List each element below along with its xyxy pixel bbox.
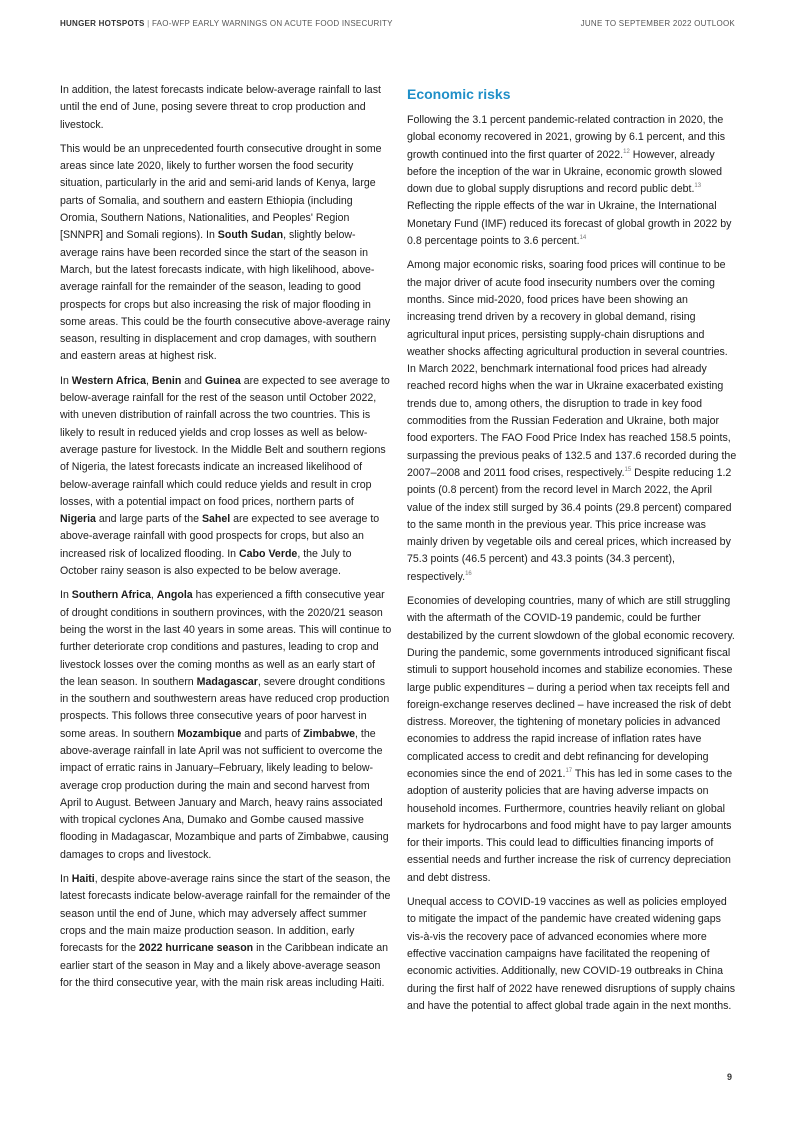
region-sahel: Sahel <box>201 513 231 526</box>
footnote-ref: 15 <box>624 466 632 473</box>
country-south-sudan: South Sudan <box>217 229 284 242</box>
country-guinea: Guinea <box>204 374 241 387</box>
footnote-ref: 14 <box>579 235 587 242</box>
header-left <box>60 19 393 28</box>
country-angola: Angola <box>156 589 193 602</box>
paragraph-food-prices: Among major economic risks, soaring food prices will continue to be the major driver of acute food insecurity numbers over the coming months. Since mid-2020, food prices have been showing an increasing trend driven by a recovery in global demand, rising agricultural input prices, persisting supply-chain disruptions and weather shocks affecting agricultural production in several countries. In March 2022, benchmark international food prices had already reached record highs when the war in Ukraine exacerbated existing trends due to, among others, the disruption to trade in key food commodities from the Russian Federation and Ukraine, both major food exporters. The FAO Food Price Index has reached 158.5 points, surpassing the previous peaks of 132.5 and 137.6 recorded during the 2007–2008 and 2011 food crises, respectively.$^{15}$ Despite reducing 1.2 points (0.8 percent) from the record level in March 2022, the April value of the index still surged by 36.4 points (29.8 percent) compared to the same month in the previous year. This price increase was mainly driven by vegetable oils and cereal prices, which increased by 75.3 points (46.5 percent) and 43.3 points (34.3 percent), respectively.$^{16}$ <box>407 259 737 583</box>
footnote-ref: 12 <box>623 148 630 155</box>
running-header <box>60 19 735 28</box>
outlook-period: JUNE TO SEPTEMBER 2022 OUTLOOK <box>580 19 735 28</box>
left-column <box>60 82 392 999</box>
paragraph-southern-africa: In Southern Africa, Angola has experienced a fifth consecutive year of drought conditions in southern provinces, with the 2020/21 season being the worst in the last 40 years in some areas. This will continue to further deteriorate crop conditions and pastures, leading to crop and livestock losses over the coming months as well as an early start of the lean season. In southern Madagascar, severe drought conditions in the southern and southwestern areas have reduced crop production prospects. This follows three consecutive years of poor harvest in some areas. In southern Mozambique and parts of Zimbabwe, the above-average rainfall in late April was not sufficient to overcome the impact of erratic rains in January–February, likely leading to below-average crop production during the main and second harvest from April to August. Between January and March, heavy rains associated with tropical cyclones Ana, Dumako and Gombe caused massive flooding in Madagascar, Mozambique and parts of Zimbabwe, causing damages to crops and livestock. <box>60 589 392 861</box>
right-column <box>407 84 737 1022</box>
paragraph-east-africa-rainfall: In addition, the latest forecasts indicate below-average rainfall to last until the end of June, posing severe threat to crop production and livestock. <box>60 84 381 131</box>
page-number: 9 <box>726 1072 732 1082</box>
country-haiti: Haiti <box>71 873 95 886</box>
report-subtitle: FAO-WFP EARLY WARNINGS ON ACUTE FOOD INSECURITY <box>151 19 393 28</box>
region-southern-africa: Southern Africa <box>71 589 151 602</box>
footnote-ref: 17 <box>565 767 573 774</box>
hurricane-season: 2022 hurricane season <box>138 942 254 955</box>
country-madagascar: Madagascar <box>196 675 258 688</box>
country-nigeria: Nigeria <box>60 513 96 526</box>
country-benin: Benin <box>151 374 182 387</box>
series-title: HUNGER HOTSPOTS <box>60 19 145 28</box>
section-heading-economic-risks: Economic risks <box>407 86 511 102</box>
paragraph-developing-economies: Economies of developing countries, many of which are still struggling with the aftermath of the COVID-19 pandemic, could be further destabilized by the current slowdown of the global economic recovery. During the pandemic, some governments introduced significant fiscal stimuli to support household incomes and stabilize economies. These large public expenditures – during a period when tax receipts fell and foreign-exchange reserves declined – have increased the risk of debt distress. Moreover, the tightening of monetary policies in advanced economies to address the rapid increase of inflation rates have complicated access to credit and debt refinancing for developing economies since the end of 2021.17 This has led in some cases to the adoption of austerity policies that are having adverse impacts on household incomes. Furthermore, countries heavily reliant on global markets for hydrocarbons and food might have to pay larger amounts for their imports. This could lead to difficulties financing imports of essential needs and further increase the risk of currency depreciation and debt distress. <box>407 595 735 884</box>
country-cabo-verde: Cabo Verde <box>239 547 298 560</box>
country-zimbabwe: Zimbabwe <box>303 727 355 740</box>
paragraph-haiti: In Haiti, despite above-average rains since the start of the season, the latest forecasts indicate below-average rainfall for the remainder of the season until the end of June, which may adversely affect summer crops and the main maize production season. In addition, early forecasts for the 2022 hurricane season in the Caribbean indicate an earlier start of the season in May and a likely above-average season for the third consecutive year, with the main risk areas including Haiti. <box>60 873 391 989</box>
paragraph-drought-south-sudan: This would be an unprecedented fourth consecutive drought in some areas since late 2020, likely to further worsen the food security situation, particularly in the arid and semi-arid lands of Kenya, large parts of Somalia, and southern and eastern Ethiopia (including Oromia, Southern Nations, Nationalities, and Peoples' Region [SNNPR] and Somali regions). In South Sudan, slightly below-average rains have been recorded since the start of the season in March, but the latest forecasts indicate, with high likelihood, above-average rainfall for the remainder of the season, leading to good prospects for crops but also increasing the risk of major flooding in some areas. This could be the fourth consecutive above-average rainy season, resulting in displacement and crop damages, with southern and eastern areas at highest risk. <box>60 142 391 363</box>
footnote-ref: 16 <box>465 570 472 577</box>
region-western-africa: Western Africa <box>71 374 146 387</box>
country-mozambique: Mozambique <box>177 727 242 740</box>
header-separator: | <box>147 19 150 28</box>
paragraph-vaccines: Unequal access to COVID-19 vaccines as well as policies employed to mitigate the impact of the pandemic have created widening gaps vis-à-vis the recovery pace of advanced economies where more effective vaccination campaigns have facilitated the reopening of economic activities. Additionally, new COVID-19 outbreaks in China during the first half of 2022 have renewed disruptions of supply chains and have the potential to affect global trade again in the next months. <box>407 896 736 1012</box>
paragraph-western-africa: In Western Africa, Benin and Guinea are expected to see average to below-average rainfall for the rest of the season until October 2022, with uneven distribution of rainfall across the two countries. This is likely to result in reduced yields and crop losses as well as below-average pasture for livestock. In the Middle Belt and southern regions of Nigeria, the latest forecasts indicate an increased likelihood of below-average rainfall which could reduce yields and result in crop losses, with a potential impact on food prices, northern parts of Nigeria and large parts of the Sahel are expected to see average to above-average rainfall with good prospects for crops, but also an increased risk of localized flooding. In Cabo Verde, the July to October rainy season is also expected to be below average. <box>60 374 390 578</box>
footnote-ref: 13 <box>694 183 702 190</box>
paragraph-global-economy: Following the 3.1 percent pandemic-related contraction in 2020, the global economy recovered in 2021, growing by 6.1 percent, and this growth continued into the first quarter of 2022.12 However, already before the inception of the war in Ukraine, economic growth slowed down due to global supply disruptions and record public debt.$^{13}$ Reflecting the ripple effects of the war in Ukraine, the International Monetary Fund (IMF) reduced its forecast of global growth in 2022 by 0.8 percentage points to 3.6 percent.$^{14}$ <box>407 114 732 248</box>
